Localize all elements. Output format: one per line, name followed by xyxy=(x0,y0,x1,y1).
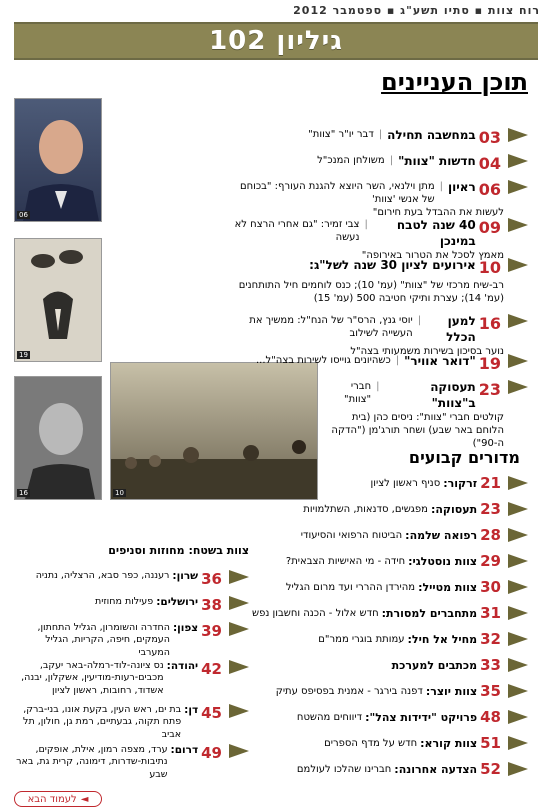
arrow-icon xyxy=(508,684,528,698)
regular-name: צוות יוצר: xyxy=(425,684,478,698)
field-desc: ערד, מצפה רמון, אילת, אופקים, נתיבות-שדרות, דימונה, קרית גת, באר שבע xyxy=(16,744,168,780)
next-page-label: לעמוד הבא xyxy=(27,793,77,805)
regular-desc: חברינו שהלכו לעולמם xyxy=(296,763,392,775)
entry-subtitle: צבי זמיר: "גם אחרי הרצח לא נעשה xyxy=(234,219,360,243)
issue-title: גיליון 102 xyxy=(209,26,343,56)
regular-entry[interactable] xyxy=(286,552,528,570)
arrow-icon xyxy=(508,710,528,724)
arrow-icon xyxy=(229,744,249,758)
page-number: 09 xyxy=(478,218,501,237)
regular-name: פרויקט "ידידות צהל": xyxy=(365,710,478,724)
page-number: 45 xyxy=(201,704,222,722)
arrow-icon xyxy=(508,180,528,194)
page-number: 48 xyxy=(480,708,501,726)
page-number: 51 xyxy=(480,734,501,752)
entry-title: חדשות "צוות" xyxy=(398,154,476,168)
toc-heading: תוכן העניינים xyxy=(381,68,528,96)
arrow-icon xyxy=(508,476,528,490)
regular-desc: חדש על מדף הספרים xyxy=(324,737,418,749)
regular-entry[interactable] xyxy=(297,708,528,726)
entry-title: "דואר אוויר" xyxy=(404,354,476,368)
arrow-icon xyxy=(508,632,528,646)
regular-desc: סניף ראשון לציון xyxy=(370,477,441,489)
field-entry[interactable] xyxy=(14,596,249,616)
toc-entry[interactable] xyxy=(228,258,528,305)
page-number: 29 xyxy=(480,552,501,570)
toc-entry[interactable]: 03 במחשבה תחילה | דבר יו"ר "צוות" xyxy=(228,128,528,149)
entry-title: למען הכלל xyxy=(446,314,476,344)
regular-entry[interactable] xyxy=(286,578,528,596)
field-entry[interactable] xyxy=(14,660,249,697)
regular-desc: מפגשים, סדנאות, השתלמויות xyxy=(303,503,428,515)
entry-description: נוער בסיכון בשירות משמעותי בצה"ל xyxy=(350,346,504,358)
arrow-icon xyxy=(508,580,528,594)
regular-desc: חידה - מי האישיות הצבאית? xyxy=(285,555,406,567)
page-number: 03 xyxy=(478,128,501,147)
page-number: 31 xyxy=(480,604,501,622)
arrow-icon xyxy=(508,218,528,232)
page-number: 39 xyxy=(201,622,222,640)
page-number: 23 xyxy=(478,380,501,399)
top-bar xyxy=(10,4,540,18)
arrow-icon xyxy=(508,258,528,272)
regular-name: הצדעה אחרונה: xyxy=(394,762,478,776)
field-name: ירושלים: xyxy=(156,596,199,608)
entry-subtitle: דבר יו"ר "צוות" xyxy=(308,129,374,140)
page-number: 19 xyxy=(478,354,501,373)
magazine-info: רוח צוות ▪ סתיו תשע"ג ▪ ספטמבר 2012 xyxy=(293,4,540,17)
page-number: 10 xyxy=(478,258,501,277)
regular-desc: הביטוח הרפואי והסיעודי xyxy=(300,529,403,541)
entry-title: אירועים לציון 30 שנה לשל"ג: xyxy=(309,258,476,272)
arrow-icon xyxy=(229,570,249,584)
regular-name: זרקור: xyxy=(443,476,478,490)
arrow-icon xyxy=(508,606,528,620)
toc-entry[interactable]: 06 ראיון | מתן וילנאי, השר היוצא להגנת העורף: "בכוחם של אנשי 'צוות' לעשות את ההבדל בעת חירום" xyxy=(228,180,528,219)
regular-name: צוות קורא: xyxy=(420,736,478,750)
photo-page-tag: 19 xyxy=(19,351,28,359)
regular-desc: עמותת בוגרי ממר"ם xyxy=(318,633,405,645)
page-number: 32 xyxy=(480,630,501,648)
arrow-icon xyxy=(229,704,249,718)
page-number: 30 xyxy=(480,578,501,596)
page-number: 28 xyxy=(480,526,501,544)
toc-entry[interactable]: 09 40 שנה לטבח במינכן | צבי זמיר: "גם אחרי הרצח לא נעשה מאמץ לסכל את הטרור באירופה" xyxy=(228,218,528,262)
photo-page-tag: 10 xyxy=(115,489,124,497)
entry-description: קולטים חברי "צוות": ניסים כהן (בית הלוחם באר שבע) ושחר תורג'מן ("הדקה ה-90") xyxy=(331,412,504,450)
page-number: 36 xyxy=(201,570,222,588)
field-entry[interactable] xyxy=(14,704,249,741)
regular-name: מחיל אל חיל: xyxy=(407,632,478,646)
regular-entry[interactable] xyxy=(318,630,528,648)
arrow-icon xyxy=(229,622,249,636)
page-number: 06 xyxy=(478,180,501,199)
regular-entry[interactable] xyxy=(252,604,528,622)
page-number: 33 xyxy=(480,656,501,674)
photo-page-tag: 06 xyxy=(19,211,28,219)
entry-description: רב-שיח מרכזי של "צוות" (עמ' 10); כנס לוחמים חיל התותחנים (עמ' 14); עצרת ותיקי חטיבה 500 (עמ' 15) xyxy=(238,279,504,304)
photo-panel-event xyxy=(110,362,318,500)
field-heading-text: צוות בשטח: מחוזות וסניפים xyxy=(108,544,249,557)
field-name: צפון: xyxy=(172,622,199,634)
field-heading xyxy=(14,544,249,558)
next-page-button[interactable] xyxy=(14,791,102,807)
toc-entry[interactable]: 16 למען הכלל | יוסי גנץ, הרס"ר של הנח"ל: ממשיך את העשייה לשילוב נוער בסיכון בשירות משמעותי בצה"ל xyxy=(228,314,528,358)
arrow-icon xyxy=(508,314,528,328)
page-number: 35 xyxy=(480,682,501,700)
entry-subtitle: משולחן המנכ"ל xyxy=(317,155,385,166)
page-number: 04 xyxy=(478,154,501,173)
page-number: 49 xyxy=(201,744,222,762)
regulars-heading: מדורים קבועים xyxy=(408,448,520,467)
pigeons-illustration xyxy=(15,239,101,361)
regular-entry[interactable] xyxy=(392,656,528,674)
photo-page-tag: 16 xyxy=(19,489,28,497)
field-entry[interactable] xyxy=(14,744,249,781)
arrow-icon xyxy=(508,658,528,672)
page-number: 21 xyxy=(480,474,501,492)
entry-description: לעשות את ההבדל בעת חירום" xyxy=(372,207,504,218)
entry-subtitle: מתן וילנאי, השר היוצא להגנת העורף: "בכוחם של אנשי 'צוות' xyxy=(239,181,435,205)
arrow-icon xyxy=(508,154,528,168)
field-entry[interactable] xyxy=(14,622,249,659)
arrow-icon xyxy=(508,528,528,542)
field-desc: פעילות מחוזית xyxy=(95,596,154,607)
regular-desc: דיווחים מהשטח xyxy=(296,711,363,723)
regular-name: תעסוקה: xyxy=(430,502,478,516)
arrow-icon xyxy=(508,354,528,368)
arrow-icon xyxy=(508,380,528,394)
entry-title: 40 שנה לטבח במינכן xyxy=(396,218,476,248)
page-number: 52 xyxy=(480,760,501,778)
arrow-icon xyxy=(508,736,528,750)
regular-entry[interactable] xyxy=(371,474,528,492)
field-name: יהודה: xyxy=(166,660,199,672)
toc-entry[interactable]: 23 תעסוקה ב"צוות" | חברי "צוות" קולטים חברי "צוות": ניסים כהן (בית הלוחם באר שבע) ושחר תורג'מן ("הדקה ה-90") xyxy=(322,380,528,450)
entry-subtitle: יוסי גנץ, הרס"ר של הנח"ל: ממשיך את העשייה לשילוב xyxy=(249,315,413,339)
portrait-illustration xyxy=(15,99,101,221)
entry-description: מאמץ לסכל את הטרור באירופה" xyxy=(361,250,504,262)
regular-name: מכתבים למערכת xyxy=(391,658,478,672)
photo-bw-man xyxy=(14,376,102,500)
regular-entry[interactable] xyxy=(301,526,528,544)
arrow-icon xyxy=(229,596,249,610)
page-number: 38 xyxy=(201,596,222,614)
entry-title: תעסוקה ב"צוות" xyxy=(430,380,476,410)
field-desc: נס ציונה-לוד-רמלה-באר יעקב, מכבים-רעות-מודיעין, אשקלון, יבנה, אשדוד, רחובות, ראשון לציון xyxy=(21,660,164,696)
regular-name: מתחברים למסורת: xyxy=(381,606,478,620)
field-name: שרון: xyxy=(172,570,199,582)
arrow-icon xyxy=(508,762,528,776)
entry-subtitle: חברי "צוות" xyxy=(343,381,372,405)
photo-portrait-man xyxy=(14,98,102,222)
field-name: דן: xyxy=(184,704,199,716)
regular-desc: חדש אלול - הכנה וחשבון נפש xyxy=(252,607,379,619)
field-desc: בת ים, ראש העין, בקעת אונו, בני-ברק, פתח תקוה, גבעתיים, רמת גן, חולון, תל אביב xyxy=(23,704,182,740)
field-desc: החדרה והשומרון, הגליל התחתון, העמקים, חיפה, הקריות, הגליל המערבי xyxy=(37,622,170,658)
arrow-icon xyxy=(508,502,528,516)
toc-entry[interactable]: 19 "דואר אוויר" | כשהיונים גוייסו לשירות בצה"ל... xyxy=(228,354,528,375)
photo-pigeons xyxy=(14,238,102,362)
regular-desc: דפנה בירגר - אמנית בפסיפס עתיק xyxy=(275,685,423,697)
bw-portrait-illustration xyxy=(15,377,101,499)
entry-title: ראיון xyxy=(448,180,476,194)
panel-illustration xyxy=(111,363,317,499)
regular-entry[interactable] xyxy=(297,760,528,778)
issue-title-band xyxy=(14,22,538,60)
regular-entry[interactable] xyxy=(276,682,528,700)
regular-name: צוות מטייל: xyxy=(418,580,478,594)
field-name: דרום: xyxy=(170,744,199,756)
page-number: 16 xyxy=(478,314,501,333)
arrow-icon xyxy=(508,128,528,142)
field-entry[interactable] xyxy=(14,570,249,590)
field-desc: רעננה, כפר סבא, הרצליה, נתניה xyxy=(35,570,170,581)
regular-name: צוות נוסטלגי: xyxy=(408,554,478,568)
regular-entry[interactable] xyxy=(324,734,528,752)
page-number: 23 xyxy=(480,500,501,518)
arrow-icon xyxy=(229,660,249,674)
entry-subtitle: כשהיונים גוייסו לשירות בצה"ל... xyxy=(255,355,391,366)
left-arrow-icon: ◄ xyxy=(80,793,89,805)
entry-title: במחשבה תחילה xyxy=(387,128,476,142)
regular-desc: מהירדן ההררי ועד מרום הגליל xyxy=(285,581,416,593)
page-number: 42 xyxy=(201,660,222,678)
regular-name: רפואה שלמה: xyxy=(405,528,478,542)
regular-entry[interactable] xyxy=(303,500,528,518)
arrow-icon xyxy=(508,554,528,568)
toc-entry[interactable]: 04 חדשות "צוות" | משולחן המנכ"ל xyxy=(228,154,528,175)
